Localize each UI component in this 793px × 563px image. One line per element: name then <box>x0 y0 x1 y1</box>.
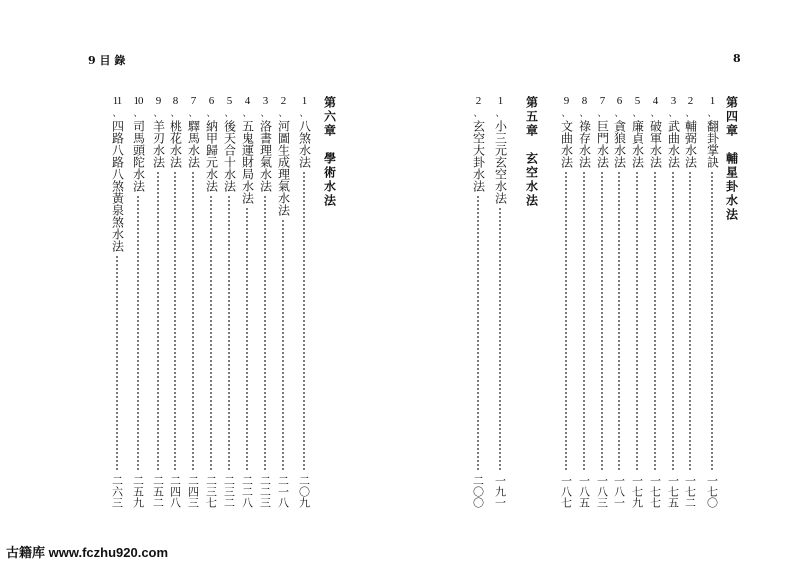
toc-entry: 8 、 桃花水法 二四八 <box>168 95 183 508</box>
dot-leader <box>618 171 620 472</box>
toc-entry: 2 、 河圖生成理氣水法 二一八 <box>276 95 291 508</box>
entry-number: 6 <box>208 95 214 107</box>
toc-entry: 4 、 五鬼運財局水法 二二八 <box>240 95 255 508</box>
entry-number: 4 <box>244 95 250 107</box>
dot-leader <box>499 207 501 472</box>
entry-title: 五鬼運財局水法 <box>240 120 255 204</box>
entry-number: 9 <box>155 95 161 107</box>
page-number: 一七二 <box>683 475 697 508</box>
entry-title: 小三元玄空水法 <box>493 120 508 204</box>
entry-title: 廉貞水法 <box>630 120 645 168</box>
toc-entry: 1 、 翻卦掌訣 一七〇 <box>705 95 720 508</box>
toc-entry: 9 、 羊刃水法 二五二 <box>151 95 166 508</box>
entry-title: 玄空大卦水法 <box>471 120 486 192</box>
dot-leader <box>601 171 603 472</box>
entry-number: 7 <box>190 95 196 107</box>
page-number: 二四三 <box>186 475 200 508</box>
dot-leader <box>210 195 212 472</box>
toc-entry: 1 、 小三元玄空水法 一九一 <box>493 95 508 508</box>
dot-leader <box>654 171 656 472</box>
page-number: 二〇〇 <box>471 475 485 508</box>
toc-entry: 5 、 廉貞水法 一七九 <box>630 95 645 508</box>
toc-entry: 2 、 玄空大卦水法 二〇〇 <box>471 95 486 508</box>
chapter-heading <box>523 96 539 508</box>
entry-number: 2 <box>280 95 286 107</box>
toc-entry: 9 、 文曲水法 一八七 <box>559 95 574 508</box>
entry-title: 桃花水法 <box>168 120 183 168</box>
entry-number: 5 <box>634 95 640 107</box>
toc-entry: 5 、 後天合十水法 二三二 <box>222 95 237 508</box>
dot-leader <box>137 195 139 472</box>
chapter-heading <box>723 96 739 508</box>
chapter-title: 第四章 輔星卦水法 <box>724 96 739 222</box>
toc-entry: 10 、 司馬頭陀水法 二五九 <box>131 95 146 508</box>
page-number: 一八一 <box>612 475 626 508</box>
entry-title: 八煞水法 <box>297 120 312 168</box>
toc-entry: 1 、 八煞水法 二〇九 <box>297 95 312 508</box>
dot-leader <box>246 207 248 472</box>
toc-entry: 6 、 貪狼水法 一八一 <box>612 95 627 508</box>
entry-title: 四路八路八煞黃泉煞水法 <box>110 120 125 252</box>
entry-number: 2 <box>687 95 693 107</box>
entry-number: 5 <box>226 95 232 107</box>
toc-entry: 3 、 洛書理氣水法 二二三 <box>258 95 273 508</box>
entry-number: 3 <box>670 95 676 107</box>
dot-leader <box>157 171 159 472</box>
toc-entry: 8 、 祿存水法 一八五 <box>577 95 592 508</box>
entry-title: 後天合十水法 <box>222 120 237 192</box>
entry-title: 文曲水法 <box>559 120 574 168</box>
entry-title: 司馬頭陀水法 <box>131 120 146 192</box>
entry-title: 驛馬水法 <box>186 120 201 168</box>
entry-title: 破軍水法 <box>648 120 663 168</box>
entry-title: 洛書理氣水法 <box>258 120 273 192</box>
entry-number: 2 <box>475 95 481 107</box>
page-number: 一八三 <box>595 475 609 508</box>
entry-title: 巨門水法 <box>595 120 610 168</box>
page-number: 一八五 <box>577 475 591 508</box>
chapter-title: 第五章 玄空水法 <box>524 96 539 208</box>
entry-number: 4 <box>652 95 658 107</box>
dot-leader <box>192 171 194 472</box>
page-number: 二二三 <box>258 475 272 508</box>
dot-leader <box>228 195 230 472</box>
toc-entry: 7 、 巨門水法 一八三 <box>595 95 610 508</box>
toc-entry: 11 、 四路八路八煞黃泉煞水法 二六三 <box>110 95 125 508</box>
page-number: 一八七 <box>559 475 573 508</box>
entry-title: 羊刃水法 <box>151 120 166 168</box>
toc-entry: 6 、 納甲歸元水法 二三七 <box>204 95 219 508</box>
page-number: 一九一 <box>493 475 507 508</box>
chapter-heading <box>321 96 337 508</box>
entry-number: 8 <box>172 95 178 107</box>
page-number: 二四八 <box>168 475 182 508</box>
dot-leader <box>565 171 567 472</box>
entry-title: 武曲水法 <box>666 120 681 168</box>
dot-leader <box>672 171 674 472</box>
page-number: 一七九 <box>630 475 644 508</box>
dot-leader <box>477 195 479 472</box>
entry-number: 6 <box>616 95 622 107</box>
page-number: 二五九 <box>131 475 145 508</box>
page-number: 一七〇 <box>705 475 719 508</box>
dot-leader <box>711 171 713 472</box>
entry-title: 貪狼水法 <box>612 120 627 168</box>
dot-leader <box>689 171 691 472</box>
page-number: 一七五 <box>666 475 680 508</box>
page-number: 二六三 <box>110 475 124 508</box>
entry-number: 11 <box>112 95 122 107</box>
toc-entry: 4 、 破軍水法 一七七 <box>648 95 663 508</box>
page-number: 二三二 <box>222 475 236 508</box>
entry-title: 祿存水法 <box>577 120 592 168</box>
dot-leader <box>264 195 266 472</box>
page-header-right: 8 <box>733 52 741 65</box>
chapter-title: 第六章 學術水法 <box>322 96 337 208</box>
entry-number: 1 <box>301 95 307 107</box>
page-header-left: 9 目 錄 <box>88 54 126 67</box>
toc-entry: 3 、 武曲水法 一七五 <box>666 95 681 508</box>
entry-title: 輔弼水法 <box>683 120 698 168</box>
dot-leader <box>636 171 638 472</box>
page-number: 二〇九 <box>297 475 311 508</box>
entry-number: 3 <box>262 95 268 107</box>
entry-number: 1 <box>709 95 715 107</box>
entry-title: 翻卦掌訣 <box>705 120 720 168</box>
entry-number: 8 <box>581 95 587 107</box>
dot-leader <box>174 171 176 472</box>
page-number: 二二八 <box>240 475 254 508</box>
dot-leader <box>282 219 284 472</box>
entry-number: 1 <box>497 95 503 107</box>
page-number: 二五二 <box>151 475 165 508</box>
dot-leader <box>116 255 118 472</box>
watermark-footer: 古籍库 www.fczhu920.com <box>6 545 169 560</box>
page-number: 二三七 <box>204 475 218 508</box>
dot-leader <box>583 171 585 472</box>
entry-number: 9 <box>563 95 569 107</box>
page-number: 一七七 <box>648 475 662 508</box>
dot-leader <box>303 171 305 472</box>
page-number: 二一八 <box>276 475 290 508</box>
entry-title: 河圖生成理氣水法 <box>276 120 291 216</box>
entry-title: 納甲歸元水法 <box>204 120 219 192</box>
toc-entry: 7 、 驛馬水法 二四三 <box>186 95 201 508</box>
entry-number: 7 <box>599 95 605 107</box>
toc-entry: 2 、 輔弼水法 一七二 <box>683 95 698 508</box>
entry-number: 10 <box>133 95 143 107</box>
